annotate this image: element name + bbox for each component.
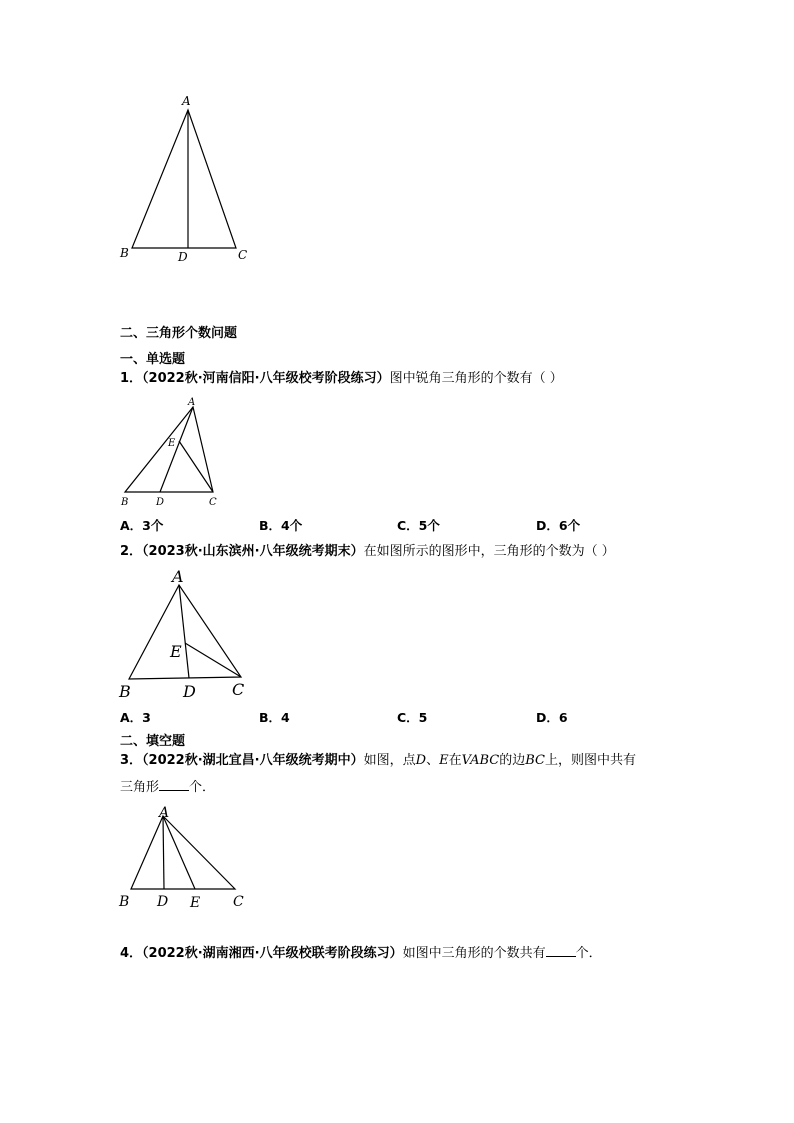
part-title-fill-blank: 二、填空题	[120, 734, 186, 749]
label-b: B	[119, 682, 131, 701]
label-c: C	[209, 497, 217, 508]
figure-q2	[115, 565, 260, 705]
side-bc: BC	[525, 753, 545, 768]
q1-option-d[interactable]: D．6个	[536, 518, 581, 533]
question-3-line2	[120, 778, 215, 797]
label-b: B	[120, 246, 129, 260]
triangle-abc	[125, 407, 213, 492]
q2-option-d[interactable]: D．6	[536, 710, 568, 725]
question-text: 在如图所示的图形中，三角形的个数为（ ）	[363, 544, 615, 559]
segment-ad	[160, 407, 193, 492]
question-1	[120, 370, 563, 388]
question-text-e: 三角形	[120, 780, 160, 795]
question-text-c: 的边	[499, 753, 526, 768]
triangle-abc	[131, 816, 235, 889]
q2-option-a[interactable]: A．3	[120, 710, 151, 725]
answer-blank[interactable]	[546, 944, 576, 957]
label-c: C	[238, 248, 248, 262]
question-text-a: 如图，点	[363, 753, 416, 768]
label-a: A	[172, 567, 184, 586]
question-number: 3．	[120, 753, 143, 768]
label-b: B	[121, 497, 129, 508]
q2-option-c[interactable]: C．5	[397, 710, 428, 725]
segment-ec	[179, 441, 213, 492]
q1-option-c[interactable]: C．5个	[397, 518, 440, 533]
label-d: D	[156, 497, 165, 508]
triangle-abc	[132, 110, 236, 248]
q1-option-b[interactable]: B．4个	[259, 518, 303, 533]
q2-option-b[interactable]: B．4	[259, 710, 290, 725]
label-d: D	[183, 682, 196, 701]
segment-ad	[179, 585, 189, 678]
figure-q3	[115, 800, 255, 912]
label-c: C	[233, 894, 244, 910]
question-text-f: 个．	[189, 780, 216, 795]
label-b: B	[119, 894, 130, 910]
question-text-a: 如图中三角形的个数共有	[402, 946, 546, 961]
question-number: 2．	[120, 544, 143, 559]
question-4	[120, 944, 602, 963]
triangle-name: VABC	[461, 753, 500, 768]
question-text-d: 上，则图中共有	[545, 753, 637, 768]
label-c: C	[232, 680, 245, 699]
section-title: 二、三角形个数问题	[120, 326, 238, 341]
question-text-b: 在	[448, 753, 462, 768]
question-source: （2022秋·湖北宜昌·八年级统考期中）	[142, 753, 364, 768]
separator: 、	[426, 753, 440, 768]
triangle-abc	[129, 585, 241, 679]
segment-ec	[185, 643, 241, 677]
label-a: A	[182, 94, 191, 108]
question-number: 4．	[120, 946, 143, 961]
segment-ae	[163, 816, 195, 889]
label-d: D	[178, 250, 188, 264]
label-d: D	[157, 894, 169, 910]
figure-q1	[115, 395, 225, 510]
label-e: E	[170, 642, 182, 661]
point-e: E	[439, 753, 449, 768]
question-text: 图中锐角三角形的个数有（ ）	[389, 371, 563, 386]
label-a: A	[159, 805, 170, 821]
label-a: A	[188, 397, 196, 408]
question-source: （2023秋·山东滨州·八年级统考期末）	[142, 544, 364, 559]
figure-triangle-abd	[110, 90, 270, 270]
q1-option-a[interactable]: A．3个	[120, 518, 164, 533]
label-e: E	[168, 438, 176, 449]
segment-ad	[163, 816, 164, 889]
question-source: （2022秋·湖南湘西·八年级校联考阶段练习）	[142, 946, 403, 961]
question-source: （2022秋·河南信阳·八年级校考阶段练习）	[142, 371, 390, 386]
point-d: D	[415, 753, 427, 768]
question-2	[120, 543, 615, 561]
question-number: 1．	[120, 371, 143, 386]
question-3	[120, 752, 636, 770]
part-title-single-choice: 一、单选题	[120, 352, 186, 367]
label-e: E	[190, 895, 201, 911]
question-text-b: 个．	[575, 946, 602, 961]
answer-blank[interactable]	[159, 778, 189, 791]
